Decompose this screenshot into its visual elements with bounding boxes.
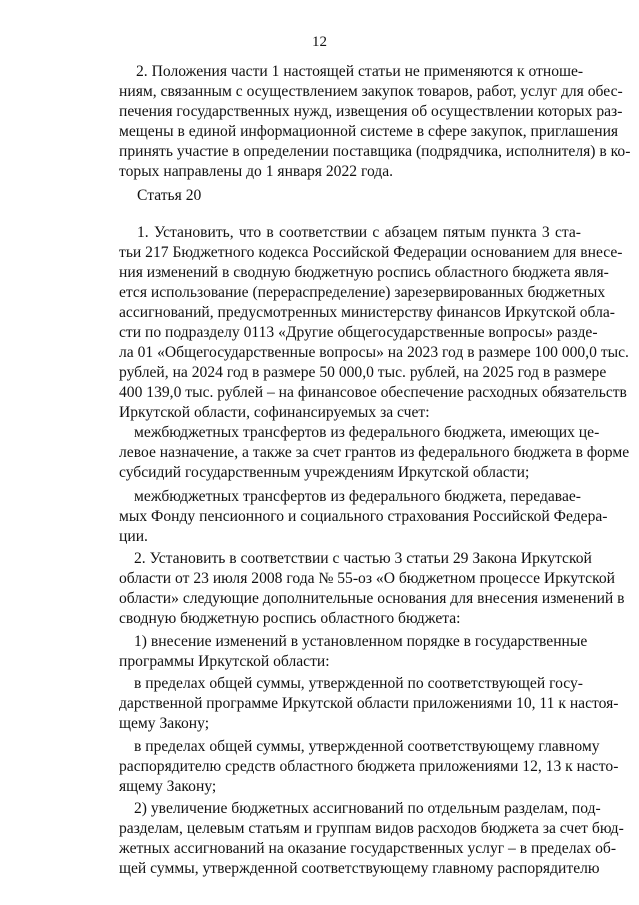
text-line: ассигнований, предусмотренных министерству финансов Иркутской обла- [119, 304, 615, 321]
text-line: распорядителю средств областного бюджета приложениями 12, 13 к насто- [119, 758, 619, 775]
text-line: в пределах общей суммы, утвержденной соответствующему главному [134, 738, 600, 755]
text-line: области от 23 июля 2008 года № 55-оз «О бюджетном процессе Иркутской [119, 570, 615, 587]
text-line: 400 139,0 тыс. рублей – на финансовое обеспечение расходных обязательств [119, 384, 627, 401]
text-line: области» следующие дополнительные основания для внесения изменений в [119, 590, 625, 607]
text-line: ния изменений в сводную бюджетную роспись областного бюджета явля- [119, 264, 609, 281]
text-line: левое назначение, а также за счет грантов из федерального бюджета в форме [119, 444, 630, 461]
text-line: тьи 217 Бюджетного кодекса Российской Федерации основанием для внесе- [119, 244, 623, 261]
text-line: субсидий государственным учреждениям Иркутской области; [119, 464, 530, 481]
text-line: торых направлены до 1 января 2022 года. [119, 163, 394, 180]
text-line: разделам, целевым статьям и группам видов расходов бюджета за счет бюд- [119, 820, 624, 837]
article-heading: Статья 20 [137, 187, 202, 204]
text-line: программы Иркутской области: [119, 653, 330, 670]
text-line: Иркутской области, софинансируемых за счет: [119, 404, 430, 421]
text-line: мещены в единой информационной системе в сфере закупок, приглашения [119, 123, 619, 140]
text-line: печения государственных нужд, извещения об осуществлении которых раз- [119, 103, 623, 120]
text-line: жетных ассигнований на оказание государственных услуг – в пределах об- [119, 840, 617, 857]
text-line: щему Закону; [119, 715, 210, 732]
text-line: ящему Закону; [119, 778, 217, 795]
page-number: 12 [312, 34, 327, 50]
text-line: межбюджетных трансфертов из федерального бюджета, имеющих це- [134, 424, 600, 441]
text-line: в пределах общей суммы, утвержденной по соответствующей госу- [134, 675, 583, 692]
text-line: ции. [119, 528, 148, 545]
text-line: 1. Установить, что в соответствии с абзацем пятым пункта 3 ста- [137, 224, 581, 241]
text-line: дарственной программе Иркутской области приложениями 10, 11 к настоя- [119, 695, 619, 712]
text-line: мых Фонду пенсионного и социального страхования Российской Федера- [119, 508, 608, 525]
text-line: ется использование (перераспределение) зарезервированных бюджетных [119, 284, 606, 301]
text-line: принять участие в определении поставщика (подрядчика, исполнителя) в ко- [119, 143, 631, 160]
text-line: сти по подразделу 0113 «Другие общегосударственные вопросы» разде- [119, 324, 598, 341]
text-line: ла 01 «Общегосударственные вопросы» на 2023 год в размере 100 000,0 тыс. [119, 344, 629, 361]
text-line: межбюджетных трансфертов из федерального бюджета, передавае- [134, 488, 581, 505]
text-line: ниям, связанным с осуществлением закупок товаров, работ, услуг для обес- [119, 83, 623, 100]
text-line: 2. Установить в соответствии с частью 3 статьи 29 Закона Иркутской [134, 550, 592, 567]
text-line: 2. Положения части 1 настоящей статьи не применяются к отноше- [136, 63, 584, 80]
text-line: 1) внесение изменений в установленном порядке в государственные [134, 633, 588, 650]
text-line: сводную бюджетную роспись областного бюджета: [119, 610, 461, 627]
text-line: щей суммы, утвержденной соответствующему главному распорядителю [119, 860, 600, 877]
text-line: 2) увеличение бюджетных ассигнований по отдельным разделам, под- [134, 800, 601, 817]
text-line: рублей, на 2024 год в размере 50 000,0 тыс. рублей, на 2025 год в размере [119, 364, 607, 381]
